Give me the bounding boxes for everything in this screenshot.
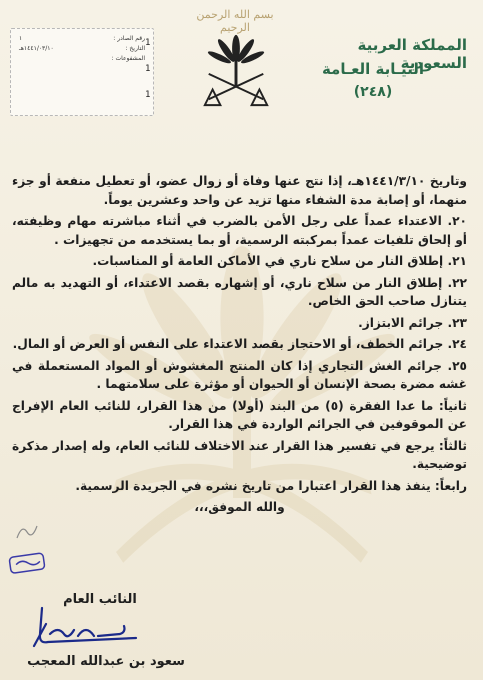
ref-mark-2: 1 — [145, 64, 151, 74]
ref-number-value: ١ — [19, 35, 23, 42]
item-24: ٢٤. جرائم الخطف، أو الاحتجاز بقصد الاعتداء على النفس أو العرض أو المال. — [12, 337, 467, 351]
ref-number-row — [113, 35, 145, 42]
clause-third: ثالثاً: يرجع في تفسير هذا القرار عند الاختلاف للنائب العام، وله إصدار مذكرة توضيحية. — [12, 438, 467, 471]
intro-paragraph: وتاريخ ١٤٤١/٣/١٠هـ، إذا نتج عنها وفاة أو زوال عضو، أو تعطيل منفعة أو جزء منهما، أو إصابة مدة الشفاء منها تزيد عن واحد وعشرين يوماً. — [12, 174, 467, 207]
basmala-heading: بسم الله الرحمن الرحيم — [196, 8, 274, 34]
ref-attachments-label: المشفوعات : — [111, 55, 145, 62]
ref-date-row — [125, 45, 145, 52]
ref-date-value: ١٤٤١/٠٣/١٠هـ — [19, 45, 54, 52]
item-21: ٢١. إطلاق النار من سلاح ناري في الأماكن العامة أو المناسبات. — [92, 254, 467, 268]
agency-number: (٢٤٨) — [353, 84, 393, 100]
decision-body — [12, 172, 467, 520]
ref-number-label: رقم الصادر : — [113, 35, 145, 42]
clause-second: ثانياً: ما عدا الفقرة (٥) من البند (أولا) من هذا القرار، للنائب العام الإفراج عن الموقوفين في الجرائم الواردة في هذا القرار. — [12, 398, 467, 431]
closing-line: والله الموفق،،، — [194, 500, 285, 514]
handwritten-signature-icon — [28, 604, 148, 654]
item-22: ٢٢. إطلاق النار من سلاح ناري، أو إشهاره بقصد الاعتداء، أو التهديد به مالم يتنازل صاحب الحق الخاص. — [12, 275, 467, 308]
saudi-emblem-icon — [197, 30, 275, 110]
ref-mark-1: 1 — [145, 38, 151, 48]
signatory-name: سعود بن عبدالله المعجب — [27, 654, 185, 669]
item-20: ٢٠. الاعتداء عمداً على رجل الأمن بالضرب في أثناء مباشرته مهام وظيفته، أو إلحاق تلفيات عمداً بمركبته الرسمية، أو بما يستخدمه من تجهيزات . — [12, 214, 467, 247]
signatory-title: النائب العام — [63, 592, 137, 607]
clause-fourth: رابعاً: ينفذ هذا القرار اعتبارا من تاريخ نشره في الجريدة الرسمية. — [75, 478, 467, 493]
ref-date-label: التاريخ : — [125, 45, 145, 52]
kingdom-title: المملكة العربية السعودية — [357, 36, 467, 72]
margin-mark-icon — [14, 520, 40, 542]
reference-box — [10, 28, 154, 116]
agency-title: النيـابة العـامة — [321, 60, 425, 78]
blue-stamp-icon — [6, 550, 50, 576]
item-25: ٢٥. جرائم الغش التجاري إذا كان المنتج المغشوش أو المواد المستعملة في غشه مضرة بصحة الإنسان أو الحيوان أو مؤثرة على سلامتهما . — [12, 358, 467, 391]
ref-attachments-row — [112, 55, 145, 62]
item-23: ٢٣. جرائم الابتزاز. — [358, 315, 467, 330]
ref-mark-3: 1 — [145, 90, 151, 100]
